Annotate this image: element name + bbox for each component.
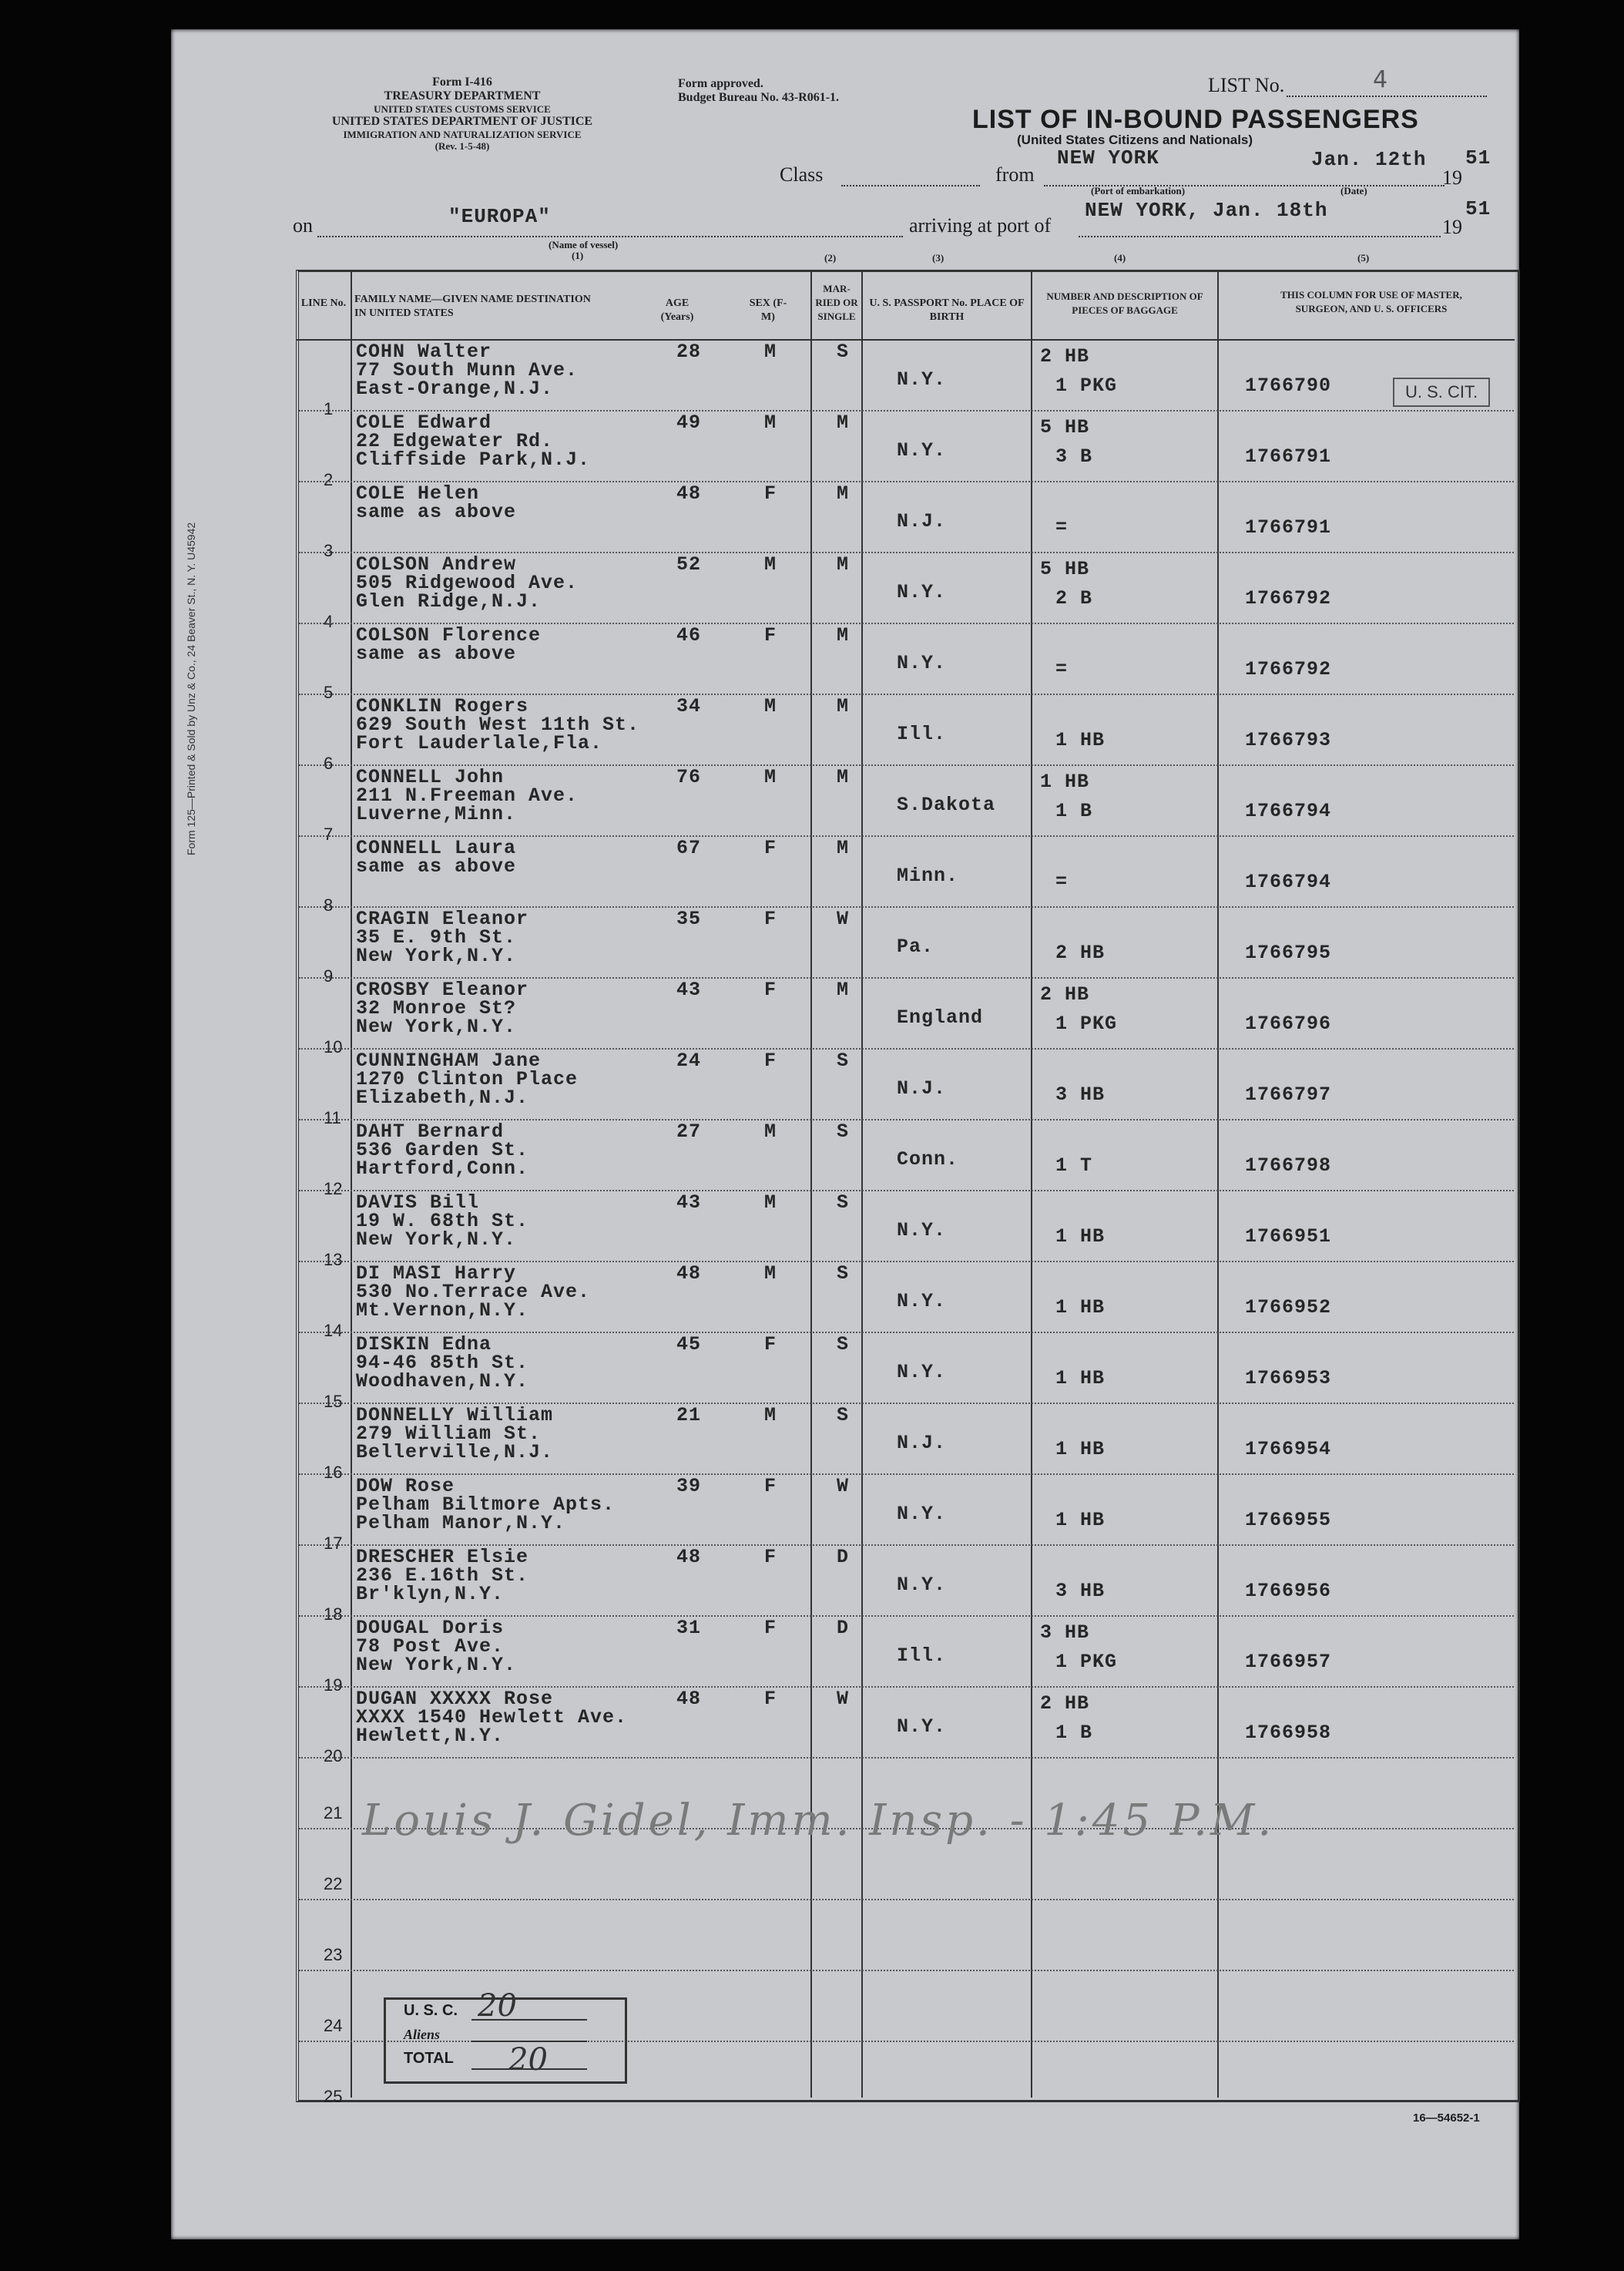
ticket-number: 1766954 xyxy=(1245,1438,1332,1460)
address-line-1: same as above xyxy=(356,643,517,665)
arrival-port: NEW YORK, Jan. 18th xyxy=(1085,199,1328,222)
ticket-number: 1766792 xyxy=(1245,658,1332,680)
sex: M xyxy=(764,341,777,363)
page-title: LIST OF IN-BOUND PASSENGERS xyxy=(972,105,1419,134)
address-line-1: 279 William St. xyxy=(356,1423,542,1445)
baggage-line-1: 2 HB xyxy=(1040,1692,1090,1715)
address-line-1: 19 W. 68th St. xyxy=(356,1210,529,1232)
baggage-line-2: 1 PKG xyxy=(1055,375,1118,397)
line-number: 19 xyxy=(324,1675,343,1695)
arriving-label: arriving at port of xyxy=(909,214,1052,237)
from-date: Jan. 12th xyxy=(1311,148,1427,171)
passenger-name: DISKIN Edna xyxy=(356,1333,492,1356)
line-number: 16 xyxy=(324,1463,343,1482)
sex: M xyxy=(764,1404,777,1426)
col-header-age: AGE (Years) xyxy=(660,297,694,323)
from-port: NEW YORK xyxy=(1057,146,1159,170)
baggage-line-1: 3 HB xyxy=(1040,1621,1090,1644)
sex: F xyxy=(764,624,777,647)
address-line-1: same as above xyxy=(356,855,517,878)
place-of-birth: N.J. xyxy=(897,1077,947,1100)
marital-status: M xyxy=(837,979,850,1001)
baggage-line-2: 3 HB xyxy=(1055,1580,1106,1602)
sex: M xyxy=(764,1191,777,1214)
sex: F xyxy=(764,1688,777,1710)
baggage-line-2: 1 HB xyxy=(1055,1509,1106,1531)
age: 24 xyxy=(676,1050,702,1072)
ticket-number: 1766952 xyxy=(1245,1296,1332,1319)
place-of-birth: N.Y. xyxy=(897,1503,947,1525)
marital-status: M xyxy=(837,695,850,717)
printer-imprint: Form 125—Printed & Sold by Unz & Co., 24 Beaver St., N. Y. U45942 xyxy=(185,522,197,855)
line-number: 11 xyxy=(324,1108,341,1127)
us-citizen-stamp: U. S. CIT. xyxy=(1393,378,1490,407)
baggage-line-2: 2 B xyxy=(1055,587,1093,610)
line-number: 10 xyxy=(324,1037,343,1057)
place-of-birth: Pa. xyxy=(897,936,934,958)
baggage-line-2: 3 HB xyxy=(1055,1083,1106,1106)
from-year: 51 xyxy=(1465,146,1491,170)
sex: M xyxy=(764,1120,777,1143)
col-header-passport: U. S. PASSPORT No. PLACE OF BIRTH xyxy=(869,297,1025,323)
place-of-birth: Conn. xyxy=(897,1148,959,1171)
address-line-2: Br'klyn,N.Y. xyxy=(356,1583,505,1605)
address-line-2: Cliffside Park,N.J. xyxy=(356,448,591,471)
age: 48 xyxy=(676,482,702,505)
baggage-line-2: 1 HB xyxy=(1055,729,1106,751)
passenger-name: COLE Helen xyxy=(356,482,480,505)
place-of-birth: N.Y. xyxy=(897,1219,947,1241)
vessel-label: (Name of vessel) xyxy=(549,239,619,250)
col-num-4: (4) xyxy=(1114,252,1126,264)
total-label: TOTAL xyxy=(404,2050,454,2067)
place-of-birth: Ill. xyxy=(897,1644,947,1667)
place-of-birth: N.Y. xyxy=(897,1574,947,1596)
sex: F xyxy=(764,1050,777,1072)
address-line-1: 78 Post Ave. xyxy=(356,1635,505,1658)
marital-status: W xyxy=(837,908,850,930)
on-label: on xyxy=(293,214,313,237)
address-line-1: 536 Garden St. xyxy=(356,1139,529,1161)
row-separator xyxy=(299,1473,1514,1475)
address-line-1: 211 N.Freeman Ave. xyxy=(356,784,579,807)
address-line-2: New York,N.Y. xyxy=(356,1016,517,1038)
baggage-line-2: 1 HB xyxy=(1055,1225,1106,1248)
address-line-2: Pelham Manor,N.Y. xyxy=(356,1512,566,1534)
line-number: 13 xyxy=(324,1250,343,1269)
place-of-birth: S.Dakota xyxy=(897,794,996,816)
from-label: from xyxy=(995,163,1035,186)
address-line-2: Fort Lauderlale,Fla. xyxy=(356,732,603,754)
passenger-name: CUNNINGHAM Jane xyxy=(356,1050,542,1072)
usc-line xyxy=(471,2019,587,2021)
col-header-officers: THIS COLUMN FOR USE OF MASTER, SURGEON, AND U. S. OFFICERS xyxy=(1280,289,1462,314)
marital-status: W xyxy=(837,1688,850,1710)
baggage-line-1: 5 HB xyxy=(1040,558,1090,580)
line-number: 22 xyxy=(324,1874,343,1893)
from-year-prefix: 19 xyxy=(1442,166,1462,189)
baggage-line-2: 1 B xyxy=(1055,800,1093,822)
address-line-1: Pelham Biltmore Apts. xyxy=(356,1493,616,1516)
line-number: 24 xyxy=(324,2016,343,2035)
passenger-name: DI MASI Harry xyxy=(356,1262,517,1285)
line-number: 2 xyxy=(324,470,334,489)
sex: F xyxy=(764,837,777,859)
col-header-line: LINE No. xyxy=(300,297,347,309)
col-header-baggage: NUMBER AND DESCRIPTION OF PIECES OF BAGGAGE xyxy=(1046,291,1203,316)
baggage-line-1: 2 HB xyxy=(1040,345,1090,368)
page-subtitle: (United States Citizens and Nationals) xyxy=(1017,133,1253,147)
address-line-2: Woodhaven,N.Y. xyxy=(356,1370,529,1392)
age: 43 xyxy=(676,979,702,1001)
passenger-name: COHN Walter xyxy=(356,341,492,363)
baggage-line-2: 1 T xyxy=(1055,1154,1093,1177)
place-of-birth: N.J. xyxy=(897,1432,947,1454)
place-of-birth: Minn. xyxy=(897,865,959,887)
line-number: 3 xyxy=(324,541,334,560)
treasury-dept: TREASURY DEPARTMENT xyxy=(384,89,541,102)
address-line-1: same as above xyxy=(356,501,517,523)
ticket-number: 1766956 xyxy=(1245,1580,1332,1602)
address-line-1: 236 E.16th St. xyxy=(356,1564,529,1587)
line-number: 21 xyxy=(324,1803,343,1823)
vessel-field xyxy=(317,216,903,237)
age: 35 xyxy=(676,908,702,930)
age: 21 xyxy=(676,1404,702,1426)
address-line-1: 32 Monroe St? xyxy=(356,997,517,1020)
ticket-number: 1766790 xyxy=(1245,375,1332,397)
passenger-name: COLSON Andrew xyxy=(356,553,517,576)
marital-status: S xyxy=(837,1120,850,1143)
class-label: Class xyxy=(780,163,824,186)
line-number: 18 xyxy=(324,1604,343,1624)
line-number: 8 xyxy=(324,895,334,915)
usc-label: U. S. C. xyxy=(404,2002,458,2019)
marital-status: D xyxy=(837,1617,850,1639)
marital-status: M xyxy=(837,553,850,576)
age: 39 xyxy=(676,1475,702,1497)
marital-status: S xyxy=(837,1191,850,1214)
place-of-birth: N.J. xyxy=(897,510,947,532)
baggage-line-2: 1 B xyxy=(1055,1722,1093,1744)
passenger-name: DUGAN XXXXX Rose xyxy=(356,1688,554,1710)
aliens-label: Aliens xyxy=(404,2027,441,2042)
line-number: 6 xyxy=(324,754,334,773)
age: 67 xyxy=(676,837,702,859)
address-line-2: Glen Ridge,N.J. xyxy=(356,590,542,613)
address-line-1: 94-46 85th St. xyxy=(356,1352,529,1374)
col-num-5: (5) xyxy=(1357,252,1370,264)
line-number: 7 xyxy=(324,825,334,844)
address-line-1: 629 South West 11th St. xyxy=(356,714,640,736)
line-number: 4 xyxy=(324,612,334,631)
list-no-label: LIST No. xyxy=(1208,74,1285,96)
address-line-2: Elizabeth,N.J. xyxy=(356,1087,529,1109)
sex: F xyxy=(764,1333,777,1356)
line-number: 12 xyxy=(324,1179,343,1198)
line-number: 20 xyxy=(324,1746,343,1765)
baggage-line-1: 1 HB xyxy=(1040,771,1090,793)
class-field xyxy=(841,165,980,186)
baggage-line-2: 1 PKG xyxy=(1055,1013,1118,1035)
passenger-name: DOUGAL Doris xyxy=(356,1617,505,1639)
age: 46 xyxy=(676,624,702,647)
address-line-1: 1270 Clinton Place xyxy=(356,1068,579,1090)
sex: M xyxy=(764,695,777,717)
baggage-line-2: 1 HB xyxy=(1055,1296,1106,1319)
passenger-name: DAVIS Bill xyxy=(356,1191,480,1214)
customs-service: UNITED STATES CUSTOMS SERVICE xyxy=(374,103,551,115)
arrival-year-prefix: 19 xyxy=(1442,216,1462,238)
inspector-signature: Louis J. Gidel, Imm. Insp. - 1:45 P.M. xyxy=(362,1796,1275,1846)
address-line-2: Hewlett,N.Y. xyxy=(356,1725,505,1747)
baggage-line-2: = xyxy=(1055,871,1069,893)
place-of-birth: N.Y. xyxy=(897,368,947,391)
row-separator xyxy=(299,1757,1514,1759)
marital-status: M xyxy=(837,766,850,788)
ins-service: IMMIGRATION AND NATURALIZATION SERVICE xyxy=(343,129,582,140)
ticket-number: 1766795 xyxy=(1245,942,1332,964)
passenger-name: CRAGIN Eleanor xyxy=(356,908,529,930)
sex: M xyxy=(764,553,777,576)
budget-bureau: Budget Bureau No. 43-R061-1. xyxy=(678,91,840,104)
baggage-line-2: 1 HB xyxy=(1055,1438,1106,1460)
sex: F xyxy=(764,1617,777,1639)
address-line-2: New York,N.Y. xyxy=(356,1228,517,1251)
date-label: (Date) xyxy=(1340,185,1367,197)
ticket-number: 1766958 xyxy=(1245,1722,1332,1744)
age: 48 xyxy=(676,1688,702,1710)
passenger-name: CONNELL John xyxy=(356,766,505,788)
revision: (Rev. 1-5-48) xyxy=(435,140,490,152)
sex: M xyxy=(764,1262,777,1285)
line-number: 1 xyxy=(324,399,334,418)
passenger-name: COLSON Florence xyxy=(356,624,542,647)
sex: F xyxy=(764,979,777,1001)
approval-line: Form approved. xyxy=(678,77,763,90)
place-of-birth: N.Y. xyxy=(897,1715,947,1738)
passenger-name: DOW Rose xyxy=(356,1475,455,1497)
ticket-number: 1766794 xyxy=(1245,871,1332,893)
place-of-birth: N.Y. xyxy=(897,439,947,462)
passenger-name: DAHT Bernard xyxy=(356,1120,505,1143)
line-number: 15 xyxy=(324,1392,343,1411)
marital-status: S xyxy=(837,1333,850,1356)
passenger-name: COLE Edward xyxy=(356,412,492,434)
ticket-number: 1766792 xyxy=(1245,587,1332,610)
ticket-number: 1766793 xyxy=(1245,729,1332,751)
sex: F xyxy=(764,1475,777,1497)
address-line-2: Hartford,Conn. xyxy=(356,1157,529,1180)
place-of-birth: N.Y. xyxy=(897,652,947,674)
place-of-birth: Ill. xyxy=(897,723,947,745)
col-divider xyxy=(351,270,352,2098)
line-number: 5 xyxy=(324,683,334,702)
col-num-2: (2) xyxy=(824,252,837,264)
total-value: 20 xyxy=(508,2042,548,2078)
total-line xyxy=(471,2068,587,2070)
place-of-birth: N.Y. xyxy=(897,1361,947,1383)
form-approval xyxy=(678,77,909,105)
sex: F xyxy=(764,482,777,505)
age: 76 xyxy=(676,766,702,788)
passenger-name: DONNELLY William xyxy=(356,1404,554,1426)
ticket-number: 1766791 xyxy=(1245,445,1332,468)
row-separator xyxy=(299,481,1514,482)
age: 28 xyxy=(676,341,702,363)
passenger-name: CONKLIN Rogers xyxy=(356,695,529,717)
passenger-name: DRESCHER Elsie xyxy=(356,1546,529,1568)
address-line-1: 22 Edgewater Rd. xyxy=(356,430,554,452)
marital-status: S xyxy=(837,341,850,363)
ticket-number: 1766797 xyxy=(1245,1083,1332,1106)
baggage-line-2: 1 PKG xyxy=(1055,1651,1118,1673)
address-line-2: Luverne,Minn. xyxy=(356,803,517,825)
ticket-number: 1766953 xyxy=(1245,1367,1332,1389)
baggage-line-2: = xyxy=(1055,658,1069,680)
ticket-number: 1766796 xyxy=(1245,1013,1332,1035)
address-line-2: New York,N.Y. xyxy=(356,945,517,967)
address-line-1: 530 No.Terrace Ave. xyxy=(356,1281,591,1303)
vessel-name: "EUROPA" xyxy=(448,205,551,228)
address-line-2: Bellerville,N.J. xyxy=(356,1441,554,1463)
age: 45 xyxy=(676,1333,702,1356)
port-embark-label: (Port of embarkation) xyxy=(1091,185,1186,197)
ticket-number: 1766791 xyxy=(1245,516,1332,539)
address-line-1: 505 Ridgewood Ave. xyxy=(356,572,579,594)
line-number: 17 xyxy=(324,1534,343,1553)
row-separator xyxy=(299,1970,1514,1971)
ticket-number: 1766951 xyxy=(1245,1225,1332,1248)
row-separator xyxy=(299,1899,1514,1900)
baggage-line-2: 2 HB xyxy=(1055,942,1106,964)
justice-dept: UNITED STATES DEPARTMENT OF JUSTICE xyxy=(331,115,593,128)
address-line-2: Mt.Vernon,N.Y. xyxy=(356,1299,529,1322)
sex: F xyxy=(764,1546,777,1568)
marital-status: D xyxy=(837,1546,850,1568)
col-header-name: FAMILY NAME—GIVEN NAME DESTINATION IN UNITED STATES xyxy=(354,294,591,319)
usc-value: 20 xyxy=(478,1988,517,2024)
marital-status: S xyxy=(837,1050,850,1072)
address-line-1: XXXX 1540 Hewlett Ave. xyxy=(356,1706,628,1728)
baggage-line-1: 5 HB xyxy=(1040,416,1090,438)
ticket-number: 1766794 xyxy=(1245,800,1332,822)
line-number: 14 xyxy=(324,1321,343,1340)
address-line-1: 35 E. 9th St. xyxy=(356,926,517,949)
address-line-2: East-Orange,N.J. xyxy=(356,378,554,400)
baggage-line-2: 3 B xyxy=(1055,445,1093,468)
place-of-birth: N.Y. xyxy=(897,581,947,603)
passenger-name: CONNELL Laura xyxy=(356,837,517,859)
ticket-number: 1766798 xyxy=(1245,1154,1332,1177)
col-num-3: (3) xyxy=(932,252,945,264)
sex: F xyxy=(764,908,777,930)
sex: M xyxy=(764,412,777,434)
marital-status: M xyxy=(837,482,850,505)
ticket-number: 1766957 xyxy=(1245,1651,1332,1673)
age: 48 xyxy=(676,1546,702,1568)
marital-status: M xyxy=(837,624,850,647)
passenger-name: CROSBY Eleanor xyxy=(356,979,529,1001)
address-line-1: 77 South Munn Ave. xyxy=(356,359,579,381)
list-no-value: 4 xyxy=(1373,66,1388,93)
ticket-number: 1766955 xyxy=(1245,1509,1332,1531)
sex: M xyxy=(764,766,777,788)
baggage-line-1: 2 HB xyxy=(1040,983,1090,1006)
footer-form-code: 16—54652-1 xyxy=(1413,2111,1480,2125)
marital-status: M xyxy=(837,412,850,434)
form-number: Form I-416 xyxy=(432,76,492,89)
arrival-year: 51 xyxy=(1465,197,1491,220)
age: 49 xyxy=(676,412,702,434)
place-of-birth: England xyxy=(897,1006,984,1029)
marital-status: S xyxy=(837,1404,850,1426)
baggage-line-2: 1 HB xyxy=(1055,1367,1106,1389)
vessel-col-num: (1) xyxy=(572,250,584,261)
age: 27 xyxy=(676,1120,702,1143)
age: 31 xyxy=(676,1617,702,1639)
marital-status: M xyxy=(837,837,850,859)
marital-status: S xyxy=(837,1262,850,1285)
address-line-2: New York,N.Y. xyxy=(356,1654,517,1676)
line-number: 9 xyxy=(324,966,334,986)
col-header-married: MAR-RIED OR SINGLE xyxy=(815,283,858,322)
baggage-line-2: = xyxy=(1055,516,1069,539)
age: 48 xyxy=(676,1262,702,1285)
row-separator xyxy=(299,1190,1514,1191)
form-header-left xyxy=(293,76,632,152)
col-header-sex: SEX (F-M) xyxy=(749,297,787,323)
age: 52 xyxy=(676,553,702,576)
line-number: 23 xyxy=(324,1945,343,1964)
marital-status: W xyxy=(837,1475,850,1497)
age: 43 xyxy=(676,1191,702,1214)
age: 34 xyxy=(676,695,702,717)
place-of-birth: N.Y. xyxy=(897,1290,947,1312)
line-number: 25 xyxy=(324,2087,343,2106)
